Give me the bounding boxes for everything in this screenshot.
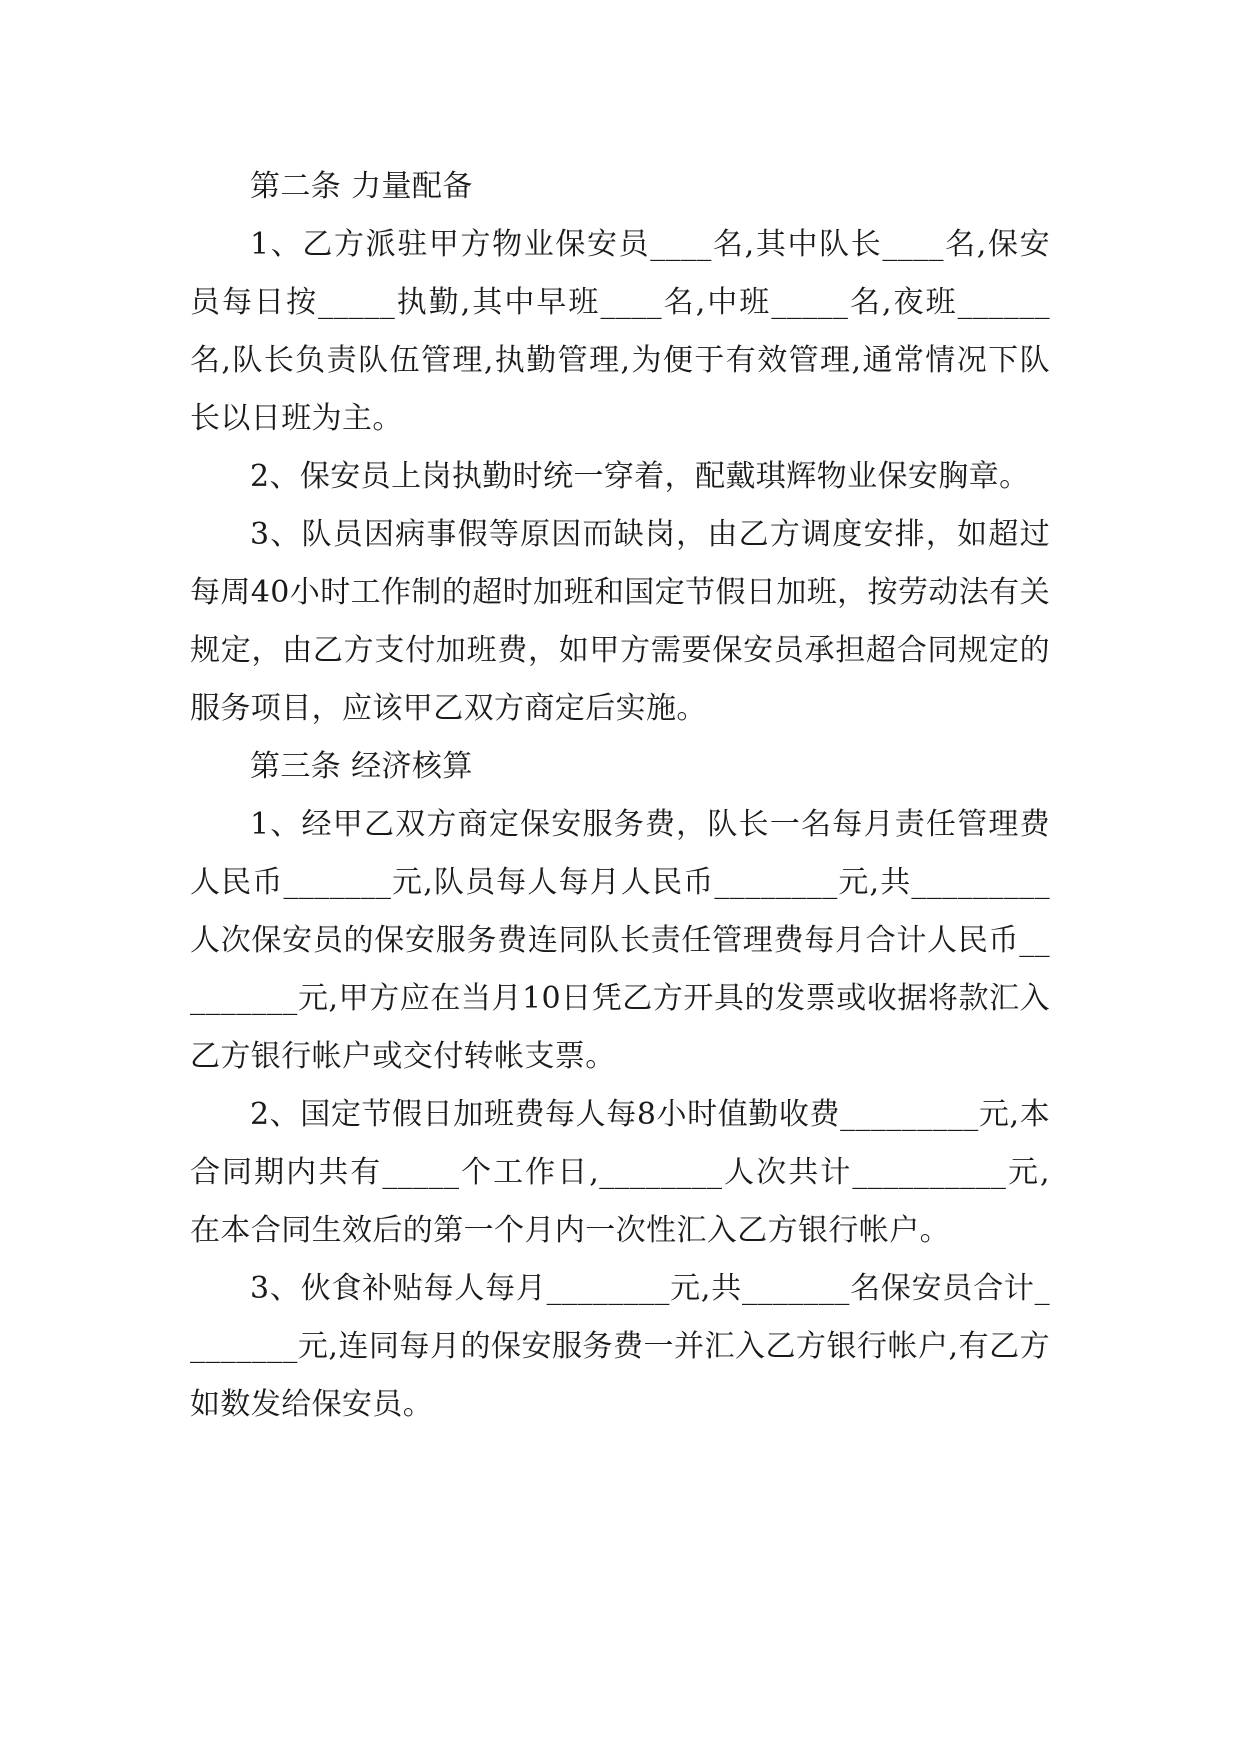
paragraph-service-fee: 1、经甲乙双方商定保安服务费，队长一名每月责任管理费人民币_______元,队员每人每月人民币________元,共_________人次保安员的保安服务费连同队长责任管理费每月合计人民币_________元,甲方应在当月10日凭乙方开具的发票或收据将款汇入乙方银行帐户或交付转帐支票。 — [190, 807, 1050, 1074]
paragraph-staffing: 1、乙方派驻甲方物业保安员____名,其中队长____名,保安员每日按_____执勤,其中早班____名,中班_____名,夜班______名,队长负责队伍管理,执勤管理,为便于有效管理,通常情况下队长以日班为主。 — [190, 227, 1050, 436]
document-body — [190, 158, 1050, 1434]
paragraph-holiday-fee: 2、国定节假日加班费每人每8小时值勤收费_________元,本合同期内共有_____个工作日,________人次共计__________元,在本合同生效后的第一个月内一次性汇入乙方银行帐户。 — [190, 1097, 1050, 1248]
paragraph-meal-subsidy: 3、伙食补贴每人每月________元,共_______名保安员合计________元,连同每月的保安服务费一并汇入乙方银行帐户,有乙方如数发给保安员。 — [190, 1271, 1050, 1422]
paragraph-overtime: 3、队员因病事假等原因而缺岗，由乙方调度安排，如超过每周40小时工作制的超时加班和国定节假日加班，按劳动法有关规定，由乙方支付加班费，如甲方需要保安员承担超合同规定的服务项目，应该甲乙双方商定后实施。 — [190, 517, 1050, 726]
paragraph-uniform: 2、保安员上岗执勤时统一穿着，配戴琪辉物业保安胸章。 — [250, 459, 1030, 494]
article-heading-3: 第三条 经济核算 — [250, 749, 473, 784]
article-heading-2: 第二条 力量配备 — [250, 169, 473, 204]
